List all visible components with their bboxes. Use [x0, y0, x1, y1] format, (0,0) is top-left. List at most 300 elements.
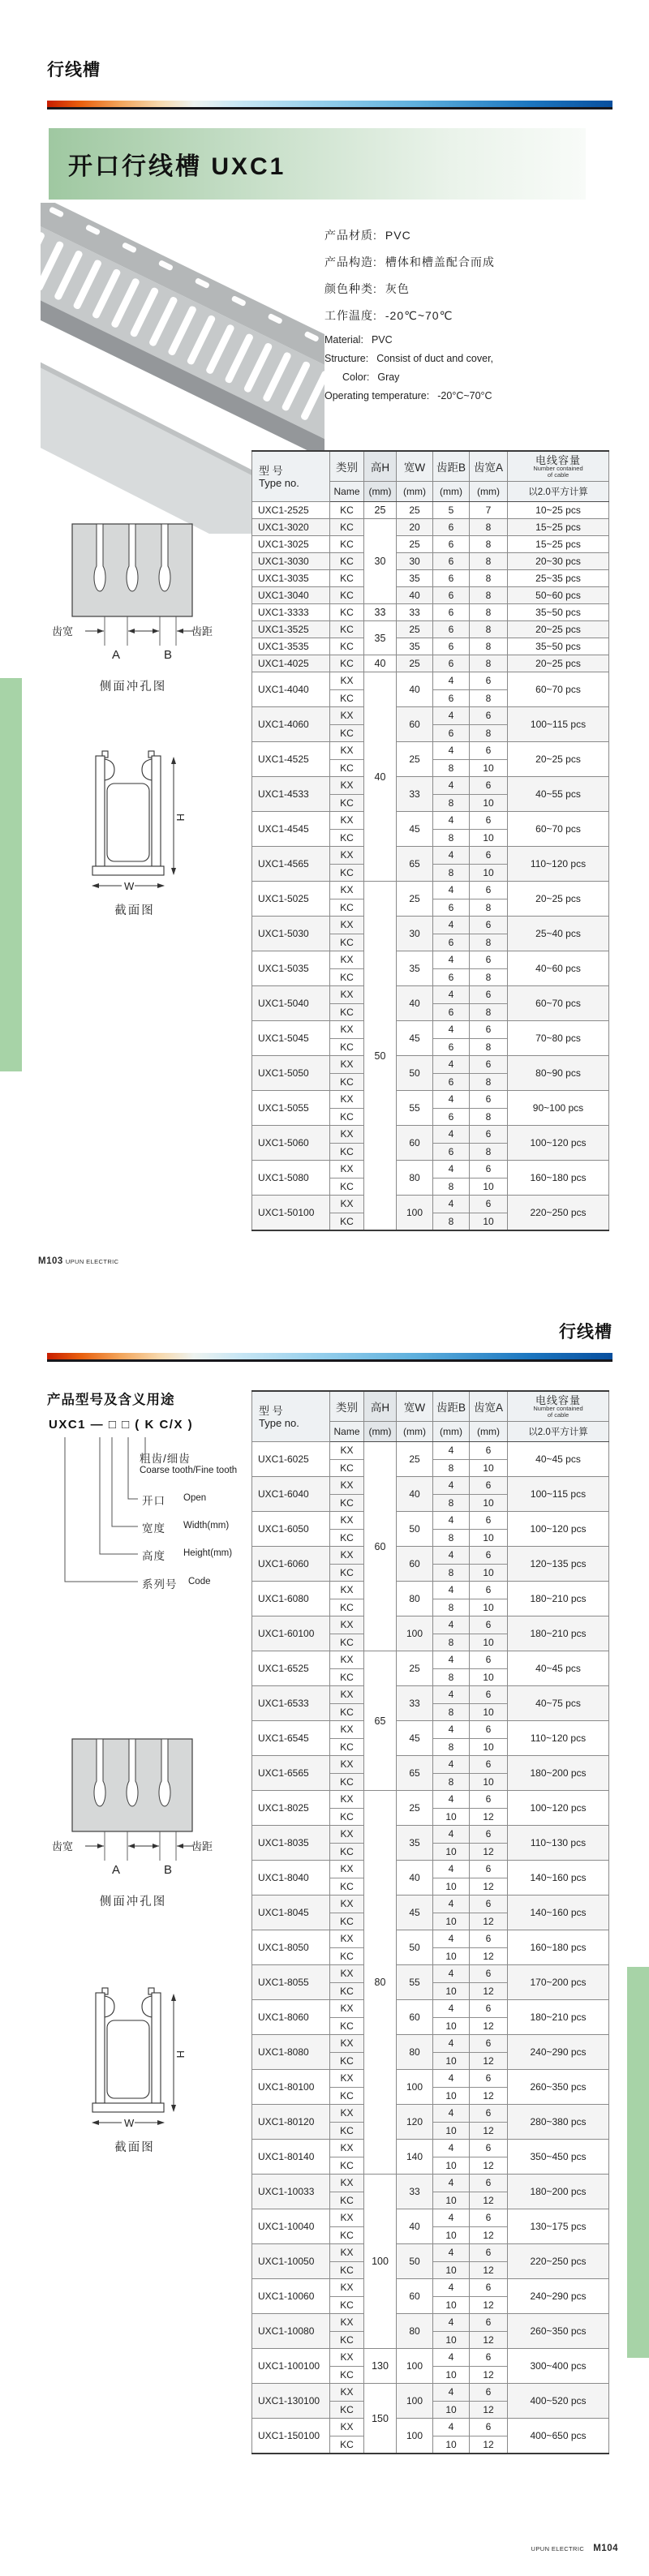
- cell-tooth-width: 6 10: [470, 1477, 508, 1512]
- cell-type-no: UXC1-80140: [252, 2140, 330, 2175]
- callout-code-en: Code: [188, 1577, 211, 1586]
- cell-type-no: UXC1-6545: [252, 1721, 330, 1756]
- cell-capacity: 100~115 pcs: [508, 1477, 609, 1512]
- cell-width: 25: [397, 882, 433, 917]
- cell-tooth-pitch: 4 8: [433, 1721, 470, 1756]
- side-punching-diagram: [52, 519, 214, 694]
- cell-capacity: 240~290 pcs: [508, 2035, 609, 2070]
- callout-width-en: Width(mm): [183, 1521, 230, 1531]
- page1-number: M103: [38, 1256, 63, 1266]
- cell-tooth-pitch: 4 8: [433, 1686, 470, 1721]
- spec-row-UXC1-6533: [252, 1686, 609, 1721]
- cell-type-no: UXC1-8040: [252, 1861, 330, 1896]
- cell-capacity: 20~25 pcs: [508, 742, 609, 777]
- spec-row-UXC1-6040: [252, 1477, 609, 1512]
- cell-capacity: 110~120 pcs: [508, 1721, 609, 1756]
- header-width-unit-2: (mm): [397, 1422, 433, 1442]
- cell-name: KC: [330, 553, 364, 570]
- height-dim-label-2: H: [174, 2050, 187, 2059]
- cell-tooth-pitch: 4 8: [433, 1161, 470, 1196]
- cell-height: 25: [364, 502, 397, 519]
- cell-height: 65: [364, 1651, 397, 1791]
- cell-width: 33: [397, 604, 433, 621]
- cell-height: 40: [364, 672, 397, 882]
- spec-row-UXC1-3333: [252, 604, 609, 621]
- cell-capacity: 50~60 pcs: [508, 587, 609, 604]
- cell-name: KX KC: [330, 1512, 364, 1547]
- cell-tooth-pitch: 4 10: [433, 1791, 470, 1826]
- tooth-pitch-label-2: 齿距: [191, 1840, 213, 1853]
- cell-width: 35: [397, 951, 433, 986]
- spec-row-UXC1-10080: [252, 2314, 609, 2349]
- cell-capacity: 90~100 pcs: [508, 1091, 609, 1126]
- cell-tooth-pitch: 4 10: [433, 2384, 470, 2419]
- cell-tooth-pitch: 4 8: [433, 847, 470, 882]
- cell-name: KX KC: [330, 1582, 364, 1616]
- cell-tooth-width: 8: [470, 638, 508, 655]
- spec-row-UXC1-4565: [252, 847, 609, 882]
- spec-row-UXC1-4060: [252, 707, 609, 742]
- cell-capacity: 170~200 pcs: [508, 1965, 609, 2000]
- cell-width: 40: [397, 587, 433, 604]
- cell-tooth-width: 6 8: [470, 707, 508, 742]
- cell-width: 33: [397, 1686, 433, 1721]
- cell-name: KX KC: [330, 2314, 364, 2349]
- spec-table-1: [251, 450, 609, 1231]
- cell-type-no: UXC1-8060: [252, 2000, 330, 2035]
- cell-name: KX KC: [330, 1616, 364, 1651]
- cell-tooth-pitch: 6: [433, 570, 470, 587]
- cell-tooth-pitch: 4 10: [433, 1861, 470, 1896]
- spec-row-UXC1-3025: [252, 536, 609, 553]
- cell-tooth-width: 6 8: [470, 917, 508, 951]
- cell-tooth-pitch: 4 6: [433, 986, 470, 1021]
- cell-tooth-pitch: 6: [433, 604, 470, 621]
- cell-tooth-pitch: 6: [433, 587, 470, 604]
- cell-tooth-width: 8: [470, 655, 508, 672]
- cell-tooth-width: 6 12: [470, 2349, 508, 2384]
- spec-temperature-en: Operating temperature: -20°C~70°C: [324, 390, 492, 401]
- cell-name: KX KC: [330, 1161, 364, 1196]
- cell-width: 60: [397, 707, 433, 742]
- cell-name: KX KC: [330, 1686, 364, 1721]
- page1-brand: UPUN ELECTRIC: [65, 1258, 119, 1265]
- header-tooth-width: 齿宽A: [470, 451, 508, 482]
- cell-name: KC: [330, 587, 364, 604]
- cell-tooth-pitch: 4 10: [433, 2070, 470, 2105]
- spec-row-UXC1-5025: [252, 882, 609, 917]
- cell-width: 30: [397, 917, 433, 951]
- cell-tooth-pitch: 4 10: [433, 2105, 470, 2140]
- cell-tooth-width: 8: [470, 570, 508, 587]
- cell-width: 100: [397, 1196, 433, 1231]
- spec-row-UXC1-4525: [252, 742, 609, 777]
- cell-type-no: UXC1-4525: [252, 742, 330, 777]
- cell-tooth-pitch: 4 8: [433, 1196, 470, 1231]
- cell-name: KX KC: [330, 2000, 364, 2035]
- header-tooth-width-2: 齿宽A: [470, 1391, 508, 1422]
- dim-a-label: A: [112, 648, 121, 662]
- spec-row-UXC1-6080: [252, 1582, 609, 1616]
- cross-section-diagram-2: [78, 1983, 191, 2155]
- cell-name: KX KC: [330, 2105, 364, 2140]
- cell-tooth-width: 6 12: [470, 2035, 508, 2070]
- cell-tooth-width: 6 8: [470, 1056, 508, 1091]
- cell-capacity: 130~175 pcs: [508, 2209, 609, 2244]
- header-height-unit-2: (mm): [364, 1422, 397, 1442]
- cross-section-drawing-2: [78, 1983, 191, 2134]
- cell-tooth-width: 6 12: [470, 1791, 508, 1826]
- header-type-no-2: 型 号 Type no.: [252, 1391, 330, 1442]
- header-height-2: 高H: [364, 1391, 397, 1422]
- cell-name: KX KC: [330, 2349, 364, 2384]
- cell-type-no: UXC1-3025: [252, 536, 330, 553]
- cell-tooth-pitch: 4 6: [433, 1126, 470, 1161]
- cell-name: KX KC: [330, 1756, 364, 1791]
- callout-tooth-type-en: Coarse tooth/Fine tooth: [140, 1466, 238, 1475]
- cross-section-drawing: [78, 746, 191, 897]
- cell-capacity: 160~180 pcs: [508, 1161, 609, 1196]
- gradient-divider-bar-2: [47, 1353, 612, 1362]
- spec-row-UXC1-4545: [252, 812, 609, 847]
- cell-type-no: UXC1-10060: [252, 2279, 330, 2314]
- cell-tooth-width: 6 8: [470, 1021, 508, 1056]
- dim-a-label-2: A: [112, 1863, 121, 1877]
- cell-height: 80: [364, 1791, 397, 2175]
- cell-capacity: 400~650 pcs: [508, 2419, 609, 2454]
- cell-tooth-pitch: 4 10: [433, 2314, 470, 2349]
- cell-width: 80: [397, 2035, 433, 2070]
- cell-tooth-width: 6 10: [470, 742, 508, 777]
- page1-footer: [38, 1256, 118, 1266]
- cell-type-no: UXC1-10033: [252, 2175, 330, 2209]
- cell-tooth-pitch: 4 10: [433, 2000, 470, 2035]
- header-width-2: 宽W: [397, 1391, 433, 1422]
- spec-color-cn: 颜色种类: 灰色: [324, 282, 410, 295]
- cell-type-no: UXC1-10080: [252, 2314, 330, 2349]
- header-name-sub-2: Name: [330, 1422, 364, 1442]
- cell-width: 80: [397, 1582, 433, 1616]
- cell-width: 80: [397, 1161, 433, 1196]
- cell-capacity: 40~45 pcs: [508, 1442, 609, 1477]
- cell-width: 50: [397, 1512, 433, 1547]
- cell-tooth-width: 6 10: [470, 1721, 508, 1756]
- cell-width: 45: [397, 1021, 433, 1056]
- spec-row-UXC1-6050: [252, 1512, 609, 1547]
- spec-material-cn: 产品材质: PVC: [324, 229, 411, 242]
- cell-width: 35: [397, 1826, 433, 1861]
- cell-capacity: 10~25 pcs: [508, 502, 609, 519]
- cell-name: KX KC: [330, 1196, 364, 1231]
- cell-width: 40: [397, 1861, 433, 1896]
- spec-row-UXC1-8045: [252, 1896, 609, 1930]
- cell-capacity: 220~250 pcs: [508, 1196, 609, 1231]
- cell-tooth-width: 6 12: [470, 2244, 508, 2279]
- product-banner: [49, 128, 586, 200]
- spec-row-UXC1-4040: [252, 672, 609, 707]
- cell-name: KX KC: [330, 707, 364, 742]
- cell-tooth-width: 6 12: [470, 2140, 508, 2175]
- cell-name: KX KC: [330, 882, 364, 917]
- cell-width: 25: [397, 1791, 433, 1826]
- cell-type-no: UXC1-5055: [252, 1091, 330, 1126]
- page2-brand: UPUN ELECTRIC: [531, 2545, 585, 2552]
- cell-tooth-pitch: 4 10: [433, 1896, 470, 1930]
- cell-tooth-width: 6 10: [470, 1547, 508, 1582]
- page1-title: 行线槽: [47, 61, 101, 79]
- cell-type-no: UXC1-8080: [252, 2035, 330, 2070]
- spec-row-UXC1-8040: [252, 1861, 609, 1896]
- cell-type-no: UXC1-6060: [252, 1547, 330, 1582]
- spec-row-UXC1-3525: [252, 621, 609, 638]
- spec-row-UXC1-2525: [252, 502, 609, 519]
- cell-width: 40: [397, 986, 433, 1021]
- spec-row-UXC1-6525: [252, 1651, 609, 1686]
- callout-code-cn: 系列号: [142, 1578, 178, 1591]
- cell-width: 40: [397, 672, 433, 707]
- spec-row-UXC1-5060: [252, 1126, 609, 1161]
- cell-tooth-width: 6 8: [470, 672, 508, 707]
- spec-temperature-cn: 工作温度: -20℃~70℃: [324, 309, 453, 322]
- cell-type-no: UXC1-3030: [252, 553, 330, 570]
- cell-type-no: UXC1-10040: [252, 2209, 330, 2244]
- cell-type-no: UXC1-3035: [252, 570, 330, 587]
- cell-width: 100: [397, 2349, 433, 2384]
- callout-height-cn: 高度: [142, 1550, 165, 1562]
- spec-row-UXC1-130100: [252, 2384, 609, 2419]
- cell-height: 35: [364, 621, 397, 655]
- cell-height: 100: [364, 2175, 397, 2349]
- spec-row-UXC1-3030: [252, 553, 609, 570]
- spec-row-UXC1-8025: [252, 1791, 609, 1826]
- cell-type-no: UXC1-60100: [252, 1616, 330, 1651]
- cell-type-no: UXC1-80120: [252, 2105, 330, 2140]
- spec-row-UXC1-5055: [252, 1091, 609, 1126]
- cell-tooth-width: 6 10: [470, 1512, 508, 1547]
- cell-capacity: 15~25 pcs: [508, 536, 609, 553]
- cell-height: 40: [364, 655, 397, 672]
- header-pitch-unit: (mm): [433, 482, 470, 502]
- cell-capacity: 260~350 pcs: [508, 2070, 609, 2105]
- green-edge-strip-left: [0, 678, 22, 1071]
- cell-capacity: 260~350 pcs: [508, 2314, 609, 2349]
- cell-name: KX KC: [330, 2279, 364, 2314]
- cross-section-caption: 截面图: [114, 904, 155, 917]
- header-capacity-sub: 以2.0平方计算: [508, 482, 609, 502]
- cell-tooth-width: 8: [470, 553, 508, 570]
- cell-capacity: 60~70 pcs: [508, 812, 609, 847]
- cell-capacity: 40~60 pcs: [508, 951, 609, 986]
- spec-structure-cn: 产品构造: 槽体和槽盖配合而成: [324, 255, 495, 268]
- cell-tooth-width: 6 10: [470, 812, 508, 847]
- cell-tooth-width: 6 10: [470, 1196, 508, 1231]
- cell-name: KX KC: [330, 1930, 364, 1965]
- cell-name: KX KC: [330, 812, 364, 847]
- cell-tooth-pitch: 4 6: [433, 707, 470, 742]
- page2-footer: [496, 2544, 618, 2553]
- cell-capacity: 20~25 pcs: [508, 882, 609, 917]
- cell-tooth-pitch: 4 8: [433, 1512, 470, 1547]
- spec-row-UXC1-5080: [252, 1161, 609, 1196]
- cell-tooth-width: 6 12: [470, 2279, 508, 2314]
- cell-tooth-pitch: 4 8: [433, 1756, 470, 1791]
- cell-name: KX KC: [330, 1651, 364, 1686]
- cell-tooth-pitch: 6: [433, 655, 470, 672]
- cell-capacity: 280~380 pcs: [508, 2105, 609, 2140]
- cell-capacity: 400~520 pcs: [508, 2384, 609, 2419]
- cell-type-no: UXC1-3333: [252, 604, 330, 621]
- cell-tooth-pitch: 4 8: [433, 812, 470, 847]
- section-heading: 产品型号及含义用途: [47, 1393, 175, 1407]
- cell-name: KC: [330, 536, 364, 553]
- cell-tooth-width: 6 12: [470, 1861, 508, 1896]
- cell-name: KX KC: [330, 1056, 364, 1091]
- spec-row-UXC1-6060: [252, 1547, 609, 1582]
- callout-height-en: Height(mm): [183, 1548, 233, 1558]
- cell-name: KX KC: [330, 1021, 364, 1056]
- spec-row-UXC1-150100: [252, 2419, 609, 2454]
- cell-name: KX KC: [330, 777, 364, 812]
- cell-name: KC: [330, 621, 364, 638]
- cell-type-no: UXC1-150100: [252, 2419, 330, 2454]
- cell-type-no: UXC1-4060: [252, 707, 330, 742]
- cell-type-no: UXC1-4545: [252, 812, 330, 847]
- cell-tooth-width: 6 10: [470, 777, 508, 812]
- side-punching-caption-2: 侧面冲孔图: [99, 1896, 167, 1908]
- cell-name: KX KC: [330, 1896, 364, 1930]
- cell-tooth-width: 6 10: [470, 1442, 508, 1477]
- cell-capacity: 220~250 pcs: [508, 2244, 609, 2279]
- cell-width: 50: [397, 2244, 433, 2279]
- tooth-width-label-2: 齿宽: [52, 1840, 74, 1853]
- cell-width: 25: [397, 1651, 433, 1686]
- spec-row-UXC1-8035: [252, 1826, 609, 1861]
- spec-row-UXC1-5030: [252, 917, 609, 951]
- cell-type-no: UXC1-5030: [252, 917, 330, 951]
- cell-type-no: UXC1-5050: [252, 1056, 330, 1091]
- header-pitch-unit-2: (mm): [433, 1422, 470, 1442]
- cell-tooth-pitch: 5: [433, 502, 470, 519]
- cell-type-no: UXC1-8050: [252, 1930, 330, 1965]
- cell-width: 120: [397, 2105, 433, 2140]
- spec-row-UXC1-6565: [252, 1756, 609, 1791]
- header-tooth-width-unit: (mm): [470, 482, 508, 502]
- spec-row-UXC1-5045: [252, 1021, 609, 1056]
- cell-width: 80: [397, 2314, 433, 2349]
- cell-type-no: UXC1-4025: [252, 655, 330, 672]
- cell-capacity: 110~120 pcs: [508, 847, 609, 882]
- cell-tooth-width: 6 10: [470, 1582, 508, 1616]
- cell-name: KX KC: [330, 1477, 364, 1512]
- spec-row-UXC1-8060: [252, 2000, 609, 2035]
- header-height: 高H: [364, 451, 397, 482]
- cell-capacity: 140~160 pcs: [508, 1861, 609, 1896]
- cell-width: 45: [397, 812, 433, 847]
- cell-capacity: 240~290 pcs: [508, 2279, 609, 2314]
- width-dim-label-2: W: [124, 2117, 135, 2129]
- side-punching-diagram-2: [52, 1734, 214, 1909]
- spec-color-en: Color: Gray: [342, 371, 400, 383]
- spec-row-UXC1-4025: [252, 655, 609, 672]
- cell-tooth-pitch: 4 10: [433, 2035, 470, 2070]
- cell-tooth-width: 6 12: [470, 2070, 508, 2105]
- cell-tooth-width: 6 12: [470, 1826, 508, 1861]
- cell-tooth-pitch: 4 8: [433, 777, 470, 812]
- cell-tooth-pitch: 6: [433, 536, 470, 553]
- cell-width: 60: [397, 1547, 433, 1582]
- cell-name: KX KC: [330, 1091, 364, 1126]
- cell-tooth-pitch: 4 8: [433, 1442, 470, 1477]
- cell-tooth-width: 6 10: [470, 1651, 508, 1686]
- spec-row-UXC1-6545: [252, 1721, 609, 1756]
- cell-tooth-pitch: 4 8: [433, 1547, 470, 1582]
- side-punching-caption: 侧面冲孔图: [99, 680, 167, 693]
- cell-tooth-pitch: 4 8: [433, 742, 470, 777]
- spec-row-UXC1-5040: [252, 986, 609, 1021]
- spec-row-UXC1-80140: [252, 2140, 609, 2175]
- tooth-width-label: 齿宽: [52, 625, 74, 638]
- cell-width: 33: [397, 2175, 433, 2209]
- cell-type-no: UXC1-2525: [252, 502, 330, 519]
- cell-tooth-pitch: 4 8: [433, 1582, 470, 1616]
- cell-type-no: UXC1-130100: [252, 2384, 330, 2419]
- cell-tooth-pitch: 6: [433, 519, 470, 536]
- cell-type-no: UXC1-5025: [252, 882, 330, 917]
- cell-width: 45: [397, 1721, 433, 1756]
- cell-name: KC: [330, 604, 364, 621]
- header-capacity-2: 电线容量 Number contained of cable: [508, 1391, 609, 1422]
- cell-tooth-width: 8: [470, 604, 508, 621]
- green-edge-strip-right: [627, 1967, 649, 2358]
- model-code: UXC1 — □ □ ( K C/X ): [49, 1418, 194, 1432]
- callout-tooth-type-cn: 粗齿/细齿: [140, 1453, 191, 1465]
- cell-width: 25: [397, 655, 433, 672]
- cell-width: 50: [397, 1930, 433, 1965]
- cell-width: 35: [397, 570, 433, 587]
- cell-name: KX KC: [330, 2070, 364, 2105]
- cell-type-no: UXC1-6565: [252, 1756, 330, 1791]
- cell-tooth-width: 6 12: [470, 1965, 508, 2000]
- cell-width: 65: [397, 1756, 433, 1791]
- cell-type-no: UXC1-8055: [252, 1965, 330, 2000]
- cell-tooth-pitch: 4 6: [433, 882, 470, 917]
- cell-tooth-width: 6 12: [470, 2000, 508, 2035]
- cell-width: 100: [397, 2384, 433, 2419]
- cell-height: 33: [364, 604, 397, 621]
- cell-tooth-width: 6 10: [470, 847, 508, 882]
- cell-width: 50: [397, 1056, 433, 1091]
- cell-width: 33: [397, 777, 433, 812]
- spec-material-en: Material: PVC: [324, 334, 393, 346]
- cell-capacity: 35~50 pcs: [508, 638, 609, 655]
- cell-tooth-width: 6 10: [470, 1686, 508, 1721]
- spec-row-UXC1-80100: [252, 2070, 609, 2105]
- cell-height: 60: [364, 1442, 397, 1651]
- cell-tooth-pitch: 4 10: [433, 2140, 470, 2175]
- cell-width: 60: [397, 2000, 433, 2035]
- cell-type-no: UXC1-6525: [252, 1651, 330, 1686]
- spec-row-UXC1-50100: [252, 1196, 609, 1231]
- cell-tooth-pitch: 4 6: [433, 951, 470, 986]
- cell-width: 25: [397, 536, 433, 553]
- cell-tooth-pitch: 4 8: [433, 1477, 470, 1512]
- header-pitch-2: 齿距B: [433, 1391, 470, 1422]
- cell-tooth-pitch: 4 10: [433, 2279, 470, 2314]
- header-name-sub: Name: [330, 482, 364, 502]
- cell-name: KC: [330, 519, 364, 536]
- header-capacity: 电线容量 Number contained of cable: [508, 451, 609, 482]
- cell-name: KC: [330, 570, 364, 587]
